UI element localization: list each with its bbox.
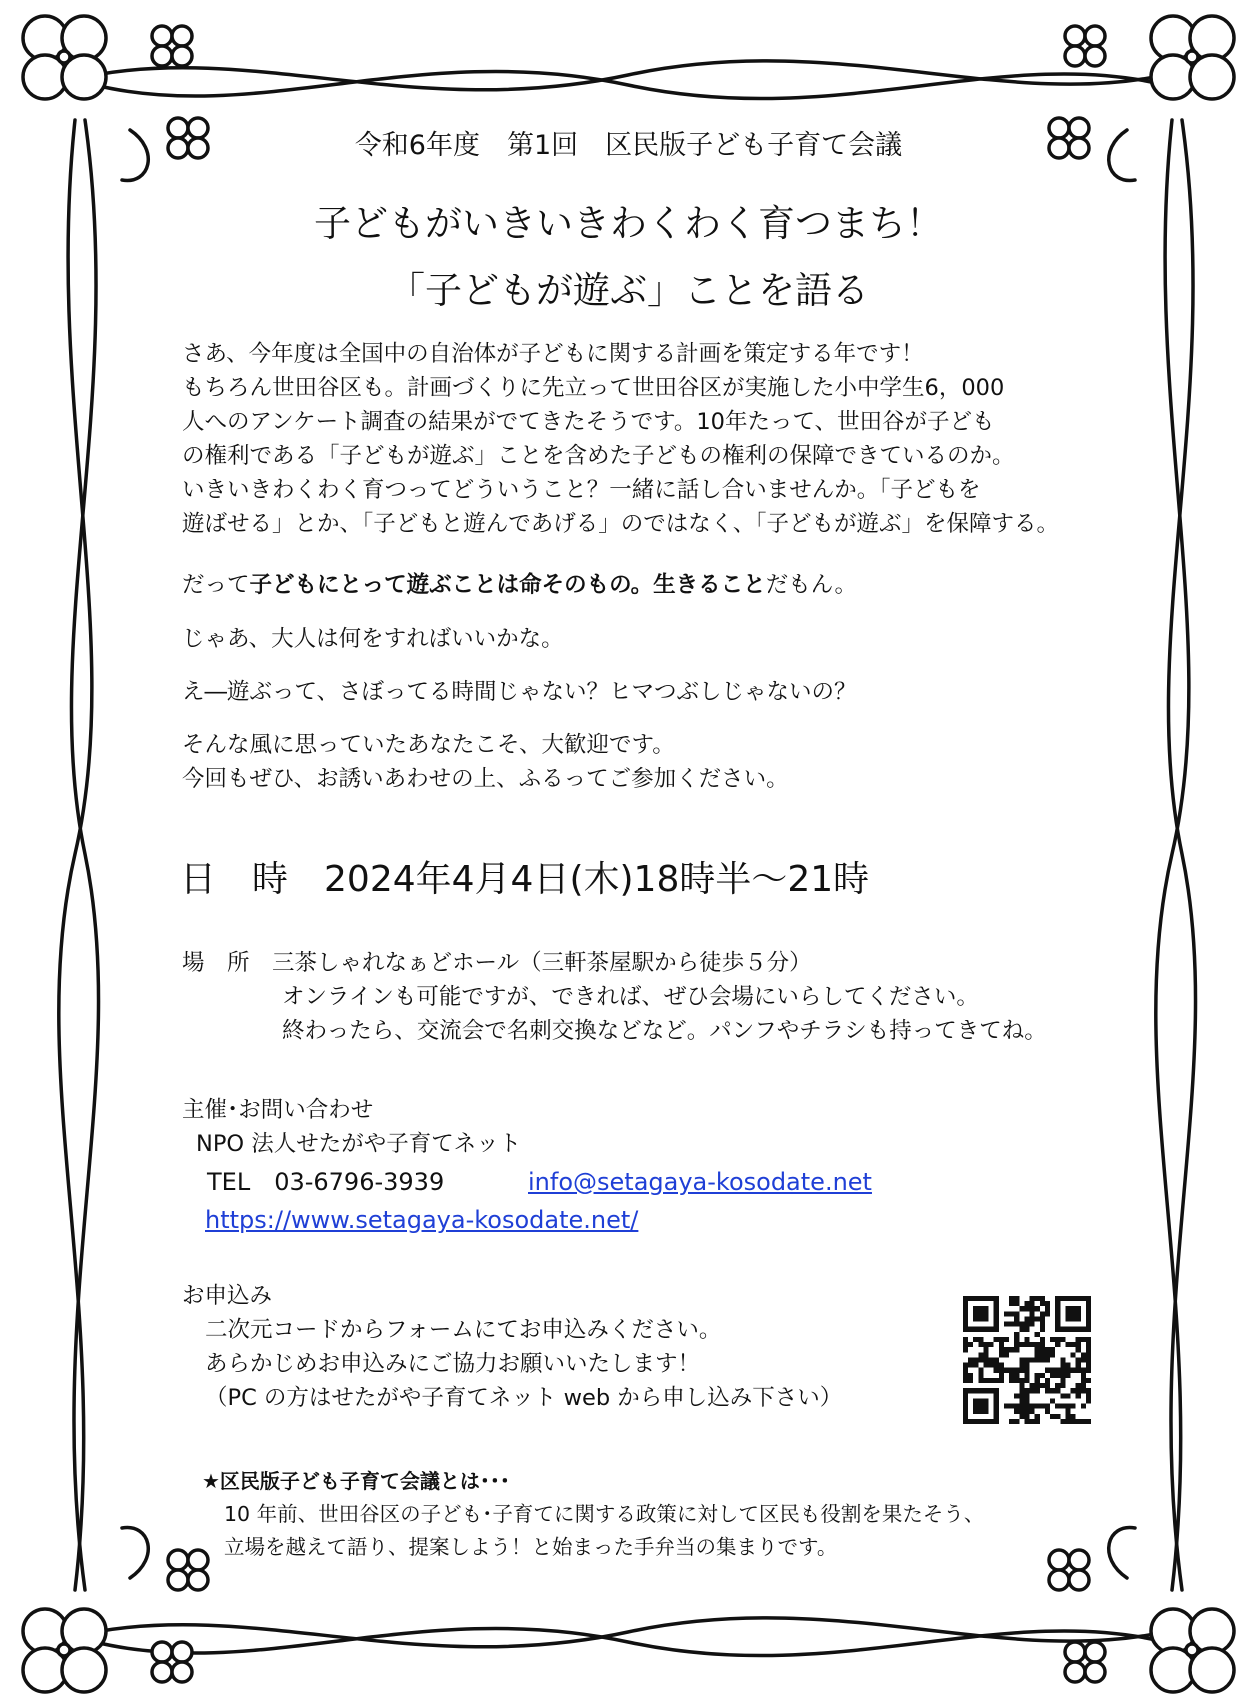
welcome-line-1: そんな風に思っていたあなたこそ、大歓迎です。 — [182, 732, 675, 758]
question-line-2: え―遊ぶって、さぼってる時間じゃない？ヒマつぶしじゃないの？ — [182, 679, 857, 705]
intro-line: もちろん世田谷区も。計画づくりに先立って世田谷区が実施した小中学生6，000 — [182, 375, 1005, 401]
venue-note-2: 終わったら、交流会で名刺交換などなど。パンフやチラシも持ってきてね。 — [282, 1018, 1047, 1044]
emphasis-bold-1: 子どもにとって遊ぶことは命そのもの。 — [249, 572, 654, 598]
apply-label: お申込み — [182, 1283, 273, 1309]
qr-code[interactable] — [963, 1296, 1091, 1424]
intro-line: いきいきわくわく育つってどういうこと？一緒に話し合いませんか。「子どもを — [182, 477, 981, 503]
flower-bottom-left — [23, 1609, 106, 1692]
contact-org: NPO 法人せたがや子育てネット — [196, 1131, 522, 1157]
emphasis-post: だもん。 — [765, 572, 858, 598]
emphasis-pre: だって — [182, 572, 250, 598]
datetime-value: 2024年4月4日(木)18時半～21時 — [324, 859, 870, 900]
about-title: ★区民版子ども子育て会議とは･･･ — [202, 1469, 510, 1493]
catchphrase-heading: 子どもがいきいきわくわく育つまち！ — [314, 202, 943, 245]
apply-line-2: あらかじめお申込みにご協力お願いいたします！ — [205, 1351, 701, 1377]
intro-line: さあ、今年度は全国中の自治体が子どもに関する計画を策定する年です！ — [182, 341, 924, 367]
flower-bottom-right — [1151, 1609, 1234, 1692]
venue-value: 三茶しゃれなぁどホール（三軒茶屋駅から徒歩５分） — [272, 950, 812, 976]
flower-top-left — [23, 16, 106, 99]
emphasis-line — [182, 574, 857, 597]
intro-line: 人へのアンケート調査の結果がでてきたそうです。10年たって、世田谷が子ども — [182, 409, 995, 435]
contact-label: 主催･お問い合わせ — [182, 1097, 374, 1123]
intro-line: 遊ばせる」とか、「子どもと遊んであげる」のではなく、「子どもが遊ぶ」を保障する。 — [182, 511, 1060, 537]
question-line-1: じゃあ、大人は何をすればいいかな。 — [182, 626, 564, 652]
welcome-line-2: 今回もぜひ、お誘いあわせの上、ふるってご参加ください。 — [182, 766, 789, 792]
contact-email-link[interactable]: info@setagaya-kosodate.net — [528, 1168, 872, 1196]
datetime-label: 日 時 — [180, 859, 289, 900]
emphasis-bold-2: 生きること — [653, 572, 766, 598]
contact-website-link[interactable]: https://www.setagaya-kosodate.net/ — [205, 1206, 639, 1234]
about-line-2: 立場を越えて語り、提案しよう！と始まった手弁当の集まりです。 — [224, 1535, 838, 1559]
meeting-title: 令和6年度 第1回 区民版子ども子育て会議 — [354, 130, 903, 161]
contact-tel: TEL 03-6796-3939 — [207, 1168, 445, 1196]
theme-heading: 「子どもが遊ぶ」ことを語る — [388, 269, 869, 312]
about-line-1: 10 年前、世田谷区の子ども･子育てに関する政策に対して区民も役割を果たそう、 — [224, 1502, 985, 1526]
venue-note-1: オンラインも可能ですが、できれば、ぜひ会場にいらしてください。 — [282, 984, 979, 1010]
flower-top-right — [1151, 16, 1234, 99]
venue-line — [182, 952, 812, 975]
datetime-line — [180, 859, 870, 900]
venue-label: 場 所 — [182, 950, 250, 976]
apply-line-3: （PC の方はせたがや子育てネット web から申し込み下さい） — [205, 1385, 843, 1411]
intro-line: の権利である「子どもが遊ぶ」ことを含めた子どもの権利の保障できているのか。 — [182, 443, 1015, 469]
apply-line-1: 二次元コードからフォームにてお申込みください。 — [205, 1317, 722, 1343]
